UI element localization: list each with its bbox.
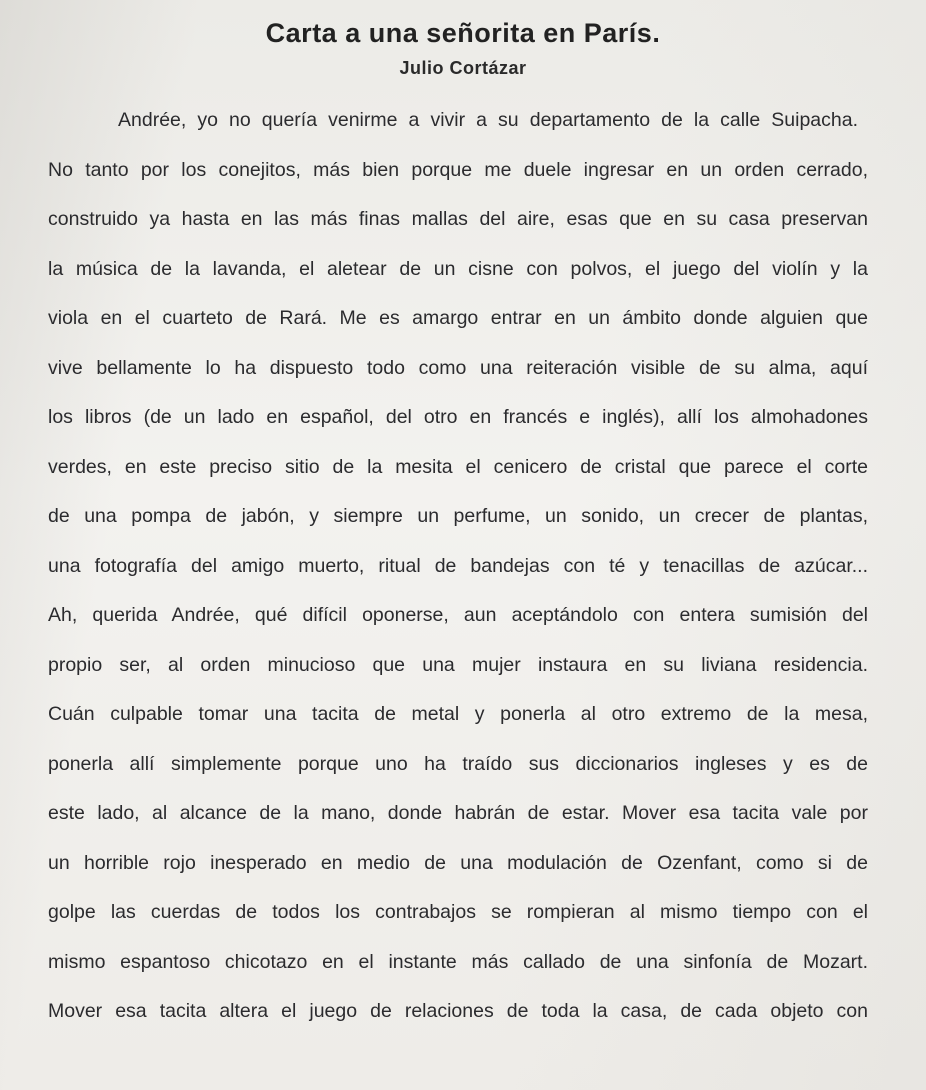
document-author: Julio Cortázar bbox=[399, 58, 527, 78]
text-line: este lado, al alcance de la mano, donde habrán de estar. Mover esa tacita vale por bbox=[48, 802, 868, 824]
document-title: Carta a una señorita en París. bbox=[265, 18, 661, 48]
text-line: mismo espantoso chicotazo en el instante más callado de una sinfonía de Mozart. bbox=[48, 950, 868, 973]
text-line: Cuán culpable tomar una tacita de metal y ponerla al otro extremo de la mesa, bbox=[48, 703, 868, 725]
text-line: viola en el cuarteto de Rará. Me es amargo entrar en un ámbito donde alguien que bbox=[48, 307, 868, 329]
text-line: verdes, en este preciso sitio de la mesita el cenicero de cristal que parece el corte bbox=[48, 455, 868, 478]
text-line: golpe las cuerdas de todos los contrabajos se rompieran al mismo tiempo con el bbox=[48, 901, 868, 923]
text-line: Andrée, yo no quería venirme a vivir a su departamento de la calle Suipacha. bbox=[118, 109, 858, 131]
text-line: construido ya hasta en las más finas mallas del aire, esas que en su casa preservan bbox=[48, 208, 868, 230]
text-line: propio ser, al orden minucioso que una mujer instaura en su liviana residencia. bbox=[48, 653, 868, 676]
text-line: la música de la lavanda, el aletear de un cisne con polvos, el juego del violín y la bbox=[48, 257, 868, 280]
text-line: los libros (de un lado en español, del otro en francés e inglés), allí los almohadones bbox=[48, 406, 868, 428]
text-line: de una pompa de jabón, y siempre un perfume, un sonido, un crecer de plantas, bbox=[48, 505, 868, 527]
text-line: Ah, querida Andrée, qué difícil oponerse, aun aceptándolo con entera sumisión del bbox=[48, 604, 868, 626]
text-line: ponerla allí simplemente porque uno ha traído sus diccionarios ingleses y es de bbox=[48, 752, 868, 775]
text-line: un horrible rojo inesperado en medio de una modulación de Ozenfant, como si de bbox=[48, 851, 868, 874]
text-line: No tanto por los conejitos, más bien porque me duele ingresar en un orden cerrado, bbox=[48, 158, 868, 181]
text-line: Mover esa tacita altera el juego de relaciones de toda la casa, de cada objeto con bbox=[48, 1000, 868, 1022]
text-line: vive bellamente lo ha dispuesto todo como una reiteración visible de su alma, aquí bbox=[48, 356, 868, 379]
text-line: una fotografía del amigo muerto, ritual de bandejas con té y tenacillas de azúcar... bbox=[48, 554, 868, 577]
